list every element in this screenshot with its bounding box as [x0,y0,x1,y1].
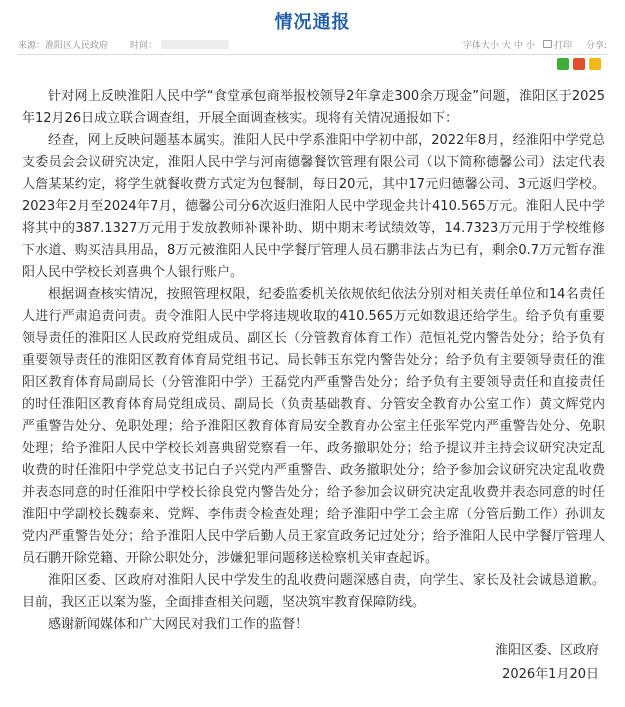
share-icons [557,58,601,70]
font-small-button[interactable]: 小 [525,40,535,51]
print-label: 打印 [553,40,572,51]
paragraph-findings: 经查，网上反映问题基本属实。淮阳人民中学系淮阳中学初中部，2022年8月，经淮阳中学党总支委员会会议研究决定，淮阳人民中学与河南德馨餐饮管理有限公司（以下简称德馨公司）法定代表人詹某某约定，将学生就餐收费方式定为包餐制，每日20元，其中17元归德馨公司、3元返归学校。2023年2月至2024年7月，德馨公司分6次返归淮阳人民中学现金共计410.565万元。淮阳人民中学将其中的387.1327万元用于发放教师补课补助、期中期末考试绩效等，14.7323万元用于学校维修下水道、购买洁具用品，8万元被淮阳人民中学餐厅管理人员石鹏非法占为已有，剩余0.7万元暂存淮阳人民中学校长刘喜典个人银行账户。 [22,133,605,280]
article-body [22,86,605,636]
wechat-icon[interactable] [557,58,569,70]
font-size-label: 字体大小 [462,40,499,51]
font-large-button[interactable]: 大 [501,40,511,51]
issue-date: 2026年1月20日 [502,667,599,682]
paragraph-apology: 淮阳区委、区政府对淮阳人民中学发生的乱收费问题深感自责，向学生、家长及社会诚恳道歉。目前，我区正以案为鉴，全面排查相关问题，坚决筑牢教育保障防线。 [22,573,605,610]
issuer: 淮阳区委、区政府 [494,643,599,658]
redacted-time [161,40,229,49]
source-value: 淮阳区人民政府 [45,40,109,51]
qzone-icon[interactable] [589,58,601,70]
paragraph-thanks: 感谢新闻媒体和广大网民对我们工作的监督！ [48,617,309,632]
article-meta [18,36,607,52]
time-label: 时间： [130,40,158,51]
paragraph-accountability: 根据调查核实情况，按照管理权限，纪委监委机关依规依纪依法分别对相关责任单位和14名责任人进行严肃追责问责。责令淮阳人民中学将违规收取的410.565万元如数退还给学生。给予负有重要领导责任的淮阳区人民政府党组成员、副区长（分管教育体育工作）范恒礼党内警告处分；给予负有重要领导责任的淮阳区教育体育局党组书记、局长韩玉东党内警告处分；给予负有主要领导责任的淮阳区教育体育局副局长（分管淮阳中学）王磊党内严重警告处分；给予负有主要领导责任和直接责任的时任淮阳区教育体育局党组成员、副局长（负责基础教育、分管安全教育办公室工作）黄文辉党内严重警告处分、免职处理；给予淮阳区教育体育局安全教育办公室主任张军党内严重警告处分、免职处理；给予淮阳人民中学校长刘喜典留党察看一年、政务撤职处分；给予提议并主持会议研究决定乱收费的时任淮阳中学党总支书记白子兴党内严重警告、政务撤职处分；给予参加会议研究决定乱收费并表态同意的时任淮阳中学校长徐良党内警告处分；给予参加会议研究决定乱收费并表态同意的时任淮阳中学副校长魏泰来、党辉、李伟责令检查处理；给予淮阳中学工会主席（分管后勤工作）孙训友党内严重警告处分；给予淮阳人民中学后勤人员王家宣政务记过处分；给予淮阳人民中学餐厅管理人员石鹏开除党籍、开除公职处分，涉嫌犯罪问题移送检察机关审查起诉。 [22,287,605,566]
font-size-controls [463,38,535,51]
source-info [18,38,108,51]
printer-icon [543,40,552,48]
paragraph-intro: 针对网上反映淮阳人民中学“食堂承包商举报校领导2年拿走300余万现金”问题，淮阳区于2025年12月26日成立联合调查组，开展全面调查核实。现将有关情况通报如下： [22,89,605,126]
weibo-icon[interactable] [573,58,585,70]
share-label: 分享: [585,40,607,51]
header-divider [18,54,607,55]
font-medium-button[interactable]: 中 [513,40,523,51]
source-label: 来源： [18,40,46,51]
page-title: 情况通报 [274,12,351,33]
print-button[interactable] [543,38,572,51]
